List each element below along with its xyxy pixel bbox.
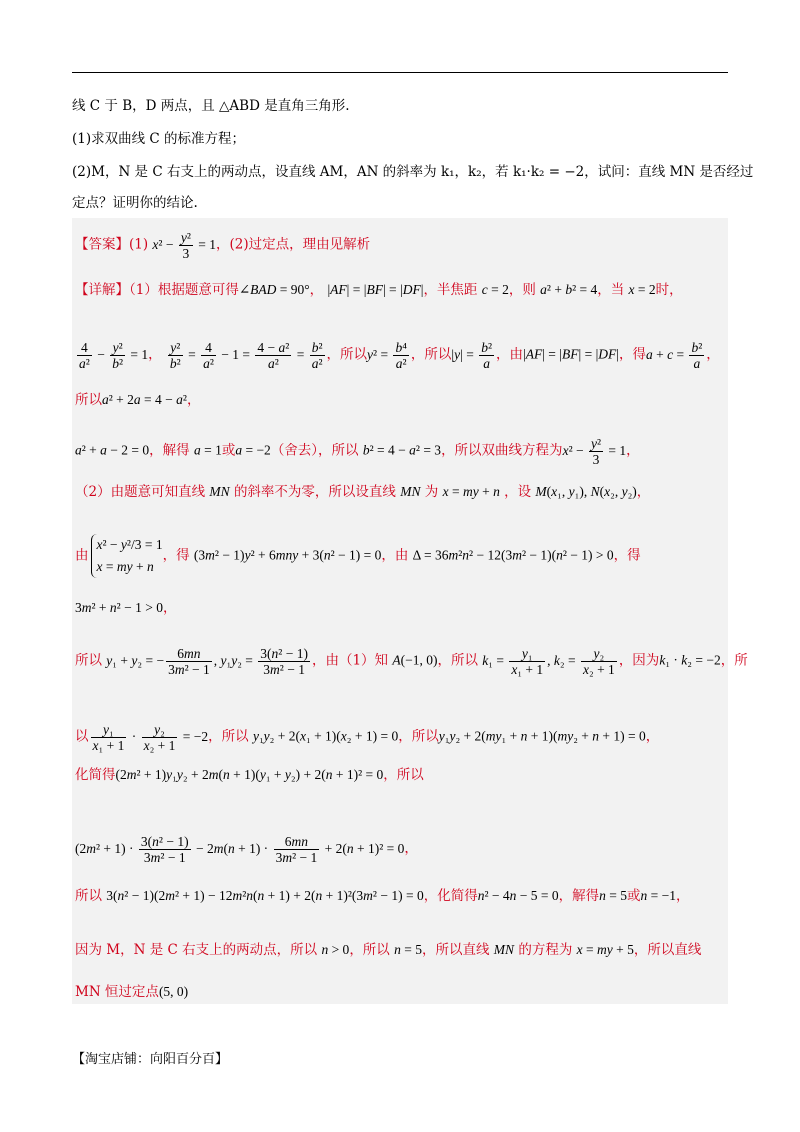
detail-line-10: 化简得(2m² + 1)y₁y₂ + 2m(n + 1)(y₁ + y₂) + 2(n + 1)² = 0，所以 — [75, 767, 424, 783]
footer-store-label: 【淘宝店铺：向阳百分百】 — [72, 1052, 229, 1067]
detail-line-6: 由 x² − y²/3 = 1 x = my + n ，得 (3m² − 1)y² + 6mny + 3(n² − 1) = 0，由 Δ = 36m²n² − 12(3m² − 1)(n² − 1) > 0，得 — [75, 534, 641, 578]
question-line-1: 线 C 于 B，D 两点，且 △ABD 是直角三角形. — [72, 98, 350, 114]
detail-line-1: 【详解】（1）根据题意可得∠BAD = 90°， |AF| = |BF| = |DF|，半焦距 c = 2，则 a² + b² = 4，当 x = 2时， — [75, 282, 683, 298]
detail-line-5: （2）由题意可知直线 MN 的斜率不为零，所以设直线 MN 为 x = my + n ，设 M(x₁, y₁), N(x₂, y₂)， — [75, 484, 651, 500]
answer-line: 【答案】(1) x² − $\frac{\text{y²}}{3}$ = 1，(2)过定点，理由见解析 — [75, 230, 371, 261]
header-rule — [72, 72, 728, 73]
detail-line-2: $\frac{4}{\text{a²}}$ − $\frac{\text{y²}}{\text{b²}}$ = 1， $\frac{\text{y²}}{\text{b²}}$ = $\frac{4}{\text{a²}}$ − 1 = $\frac{\text{4 − a²}}{\text{a²}}$ = $\frac{\text{b²}}{\text{a²}}$ ，所以y² = $\frac{\text{b⁴}}{\text{a²}}$ ，所以|y| = $\frac{\text{b²}}{a}$ ，由|AF| = |BF| = |DF|，得a + c = $\frac{\text{b²}}{a}$ ， — [79, 340, 720, 371]
detail-line-3: 所以a² + 2a = 4 − a²， — [75, 392, 201, 408]
detail-line-12: 所以 3(n² − 1)(2m² + 1) − 12m²n(n + 1) + 2(n + 1)²(3m² − 1) = 0，化简得n² − 4n − 5 = 0，解得n = 5或n = −1， — [75, 888, 690, 904]
question-part-2-cont: 定点？证明你的结论. — [72, 195, 198, 211]
detail-line-4: a² + a − 2 = 0，解得 a = 1或a = −2（舍去），所以 b² = 4 − a² = 3，所以双曲线方程为x² − $\frac{\text{y²}}{3}$ = 1， — [75, 436, 640, 467]
answer-label: 【答案】 — [75, 236, 129, 253]
detail-line-11: (2m² + 1) · $\frac{\text{3(n² − 1)}}{\text{3m² − 1}}$ − 2m(n + 1) · $\frac{6mn}{\text{3m² − 1}}$ + 2(n + 1)² = 0， — [75, 834, 418, 865]
question-part-1: (1)求双曲线 C 的标准方程； — [72, 131, 246, 147]
question-part-2: (2)M，N 是 C 右支上的两动点，设直线 AM，AN 的斜率为 k₁，k₂，若 k₁·k₂ = −2，试问：直线 MN 是否经过 — [72, 164, 754, 180]
detail-line-9: 以 $\frac{\text{y₁}}{\text{x₁ + 1}}$ · $\frac{\text{y₂}}{\text{x₂ + 1}}$ = −2，所以 y₁y₂ + 2(x₁ + 1)(x₂ + 1) = 0，所以y₁y₂ + 2(my₁ + n + 1)(my₂ + n + 1) = 0， — [75, 722, 660, 753]
detail-line-8: 所以 y₁ + y₂ = − $\frac{6mn}{\text{3m² − 1}}$ , y₁y₂ = $\frac{\text{3(n² − 1)}}{\text{3m² − 1}}$ ，由（1）知 A(−1, 0)，所以 k₁ = $\frac{\text{y₁}}{\text{x₁ + 1}}$ , k₂ = $\frac{\text{y₂}}{\text{x₂ + 1}}$ ，因为k₁ · k₂ = −2，所 — [75, 646, 748, 677]
detail-line-13: 因为 M，N 是 C 右支上的两动点，所以 n > 0，所以 n = 5，所以直线 MN 的方程为 x = my + 5，所以直线 — [75, 942, 702, 958]
detail-line-7: 3m² + n² − 1 > 0， — [75, 600, 177, 616]
detail-label: 【详解】 — [75, 282, 129, 298]
detail-line-14: MN 恒过定点(5, 0) — [75, 984, 189, 1000]
